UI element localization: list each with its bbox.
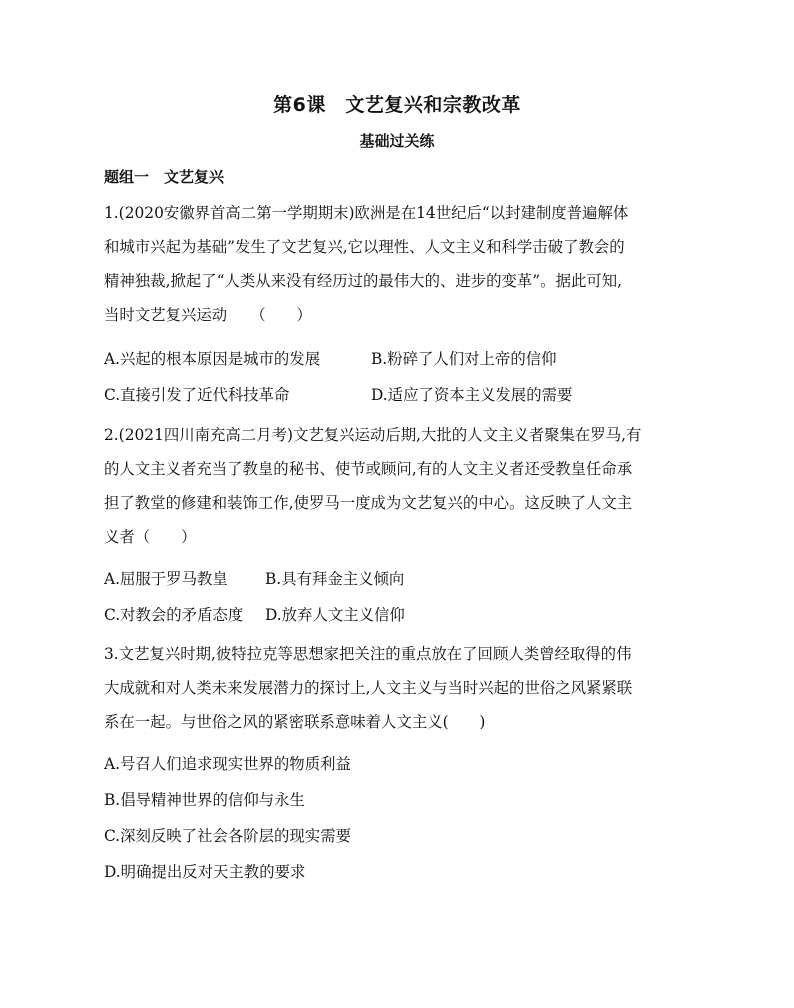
question-3-option-d: D.明确提出反对天主教的要求 bbox=[104, 863, 306, 881]
question-1-line-1: 1.(2020安徽界首高二第一学期期末)欧洲是在14世纪后“以封建制度普遍解体 bbox=[104, 204, 629, 222]
question-2-option-a: A.屈服于罗马教皇 bbox=[104, 570, 228, 588]
group-heading: 题组一 文艺复兴 bbox=[104, 168, 225, 186]
question-1-option-b: B.粉碎了人们对上帝的信仰 bbox=[371, 350, 557, 368]
section-subtitle: 基础过关练 bbox=[359, 132, 435, 150]
lesson-title: 第6课 文艺复兴和宗教改革 bbox=[273, 94, 521, 116]
question-1-option-d: D.适应了资本主义发展的需要 bbox=[371, 386, 573, 404]
question-2-option-d: D.放弃人文主义信仰 bbox=[265, 606, 405, 624]
question-1-line-3: 精神独裁,掀起了“人类从来没有经历过的最伟大的、进步的变革”。据此可知, bbox=[104, 272, 623, 290]
question-2-line-1: 2.(2021四川南充高二月考)文艺复兴运动后期,大批的人文主义者聚集在罗马,有 bbox=[104, 426, 642, 444]
question-3-line-1: 3.文艺复兴时期,彼特拉克等思想家把关注的重点放在了回顾人类曾经取得的伟 bbox=[104, 645, 632, 663]
question-1-option-a: A.兴起的根本原因是城市的发展 bbox=[104, 350, 321, 368]
question-2-line-4: 义者（ ） bbox=[104, 528, 197, 546]
question-2-option-b: B.具有拜金主义倾向 bbox=[265, 570, 405, 588]
question-1-option-c: C.直接引发了近代科技革命 bbox=[104, 386, 290, 404]
question-3-line-2: 大成就和对人类未来发展潜力的探讨上,人文主义与当时兴起的世俗之风紧紧联 bbox=[104, 679, 633, 697]
question-1-line-4: 当时文艺复兴运动 （ ） bbox=[104, 306, 312, 324]
question-3-option-a: A.号召人们追求现实世界的物质利益 bbox=[104, 755, 351, 773]
question-3-line-3: 系在一起。与世俗之风的紧密联系意味着人文主义( ) bbox=[104, 713, 486, 731]
question-3-option-b: B.倡导精神世界的信仰与永生 bbox=[104, 791, 305, 809]
question-2-line-3: 担了教堂的修建和装饰工作,使罗马一度成为文艺复兴的中心。这反映了人文主 bbox=[104, 494, 633, 512]
question-2-line-2: 的人文主义者充当了教皇的秘书、使节或顾问,有的人文主义者还受教皇任命承 bbox=[104, 460, 633, 478]
question-3-option-c: C.深刻反映了社会各阶层的现实需要 bbox=[104, 827, 351, 845]
question-2-option-c: C.对教会的矛盾态度 bbox=[104, 606, 244, 624]
question-1-line-2: 和城市兴起为基础”发生了文艺复兴,它以理性、人文主义和科学击破了教会的 bbox=[104, 238, 625, 256]
